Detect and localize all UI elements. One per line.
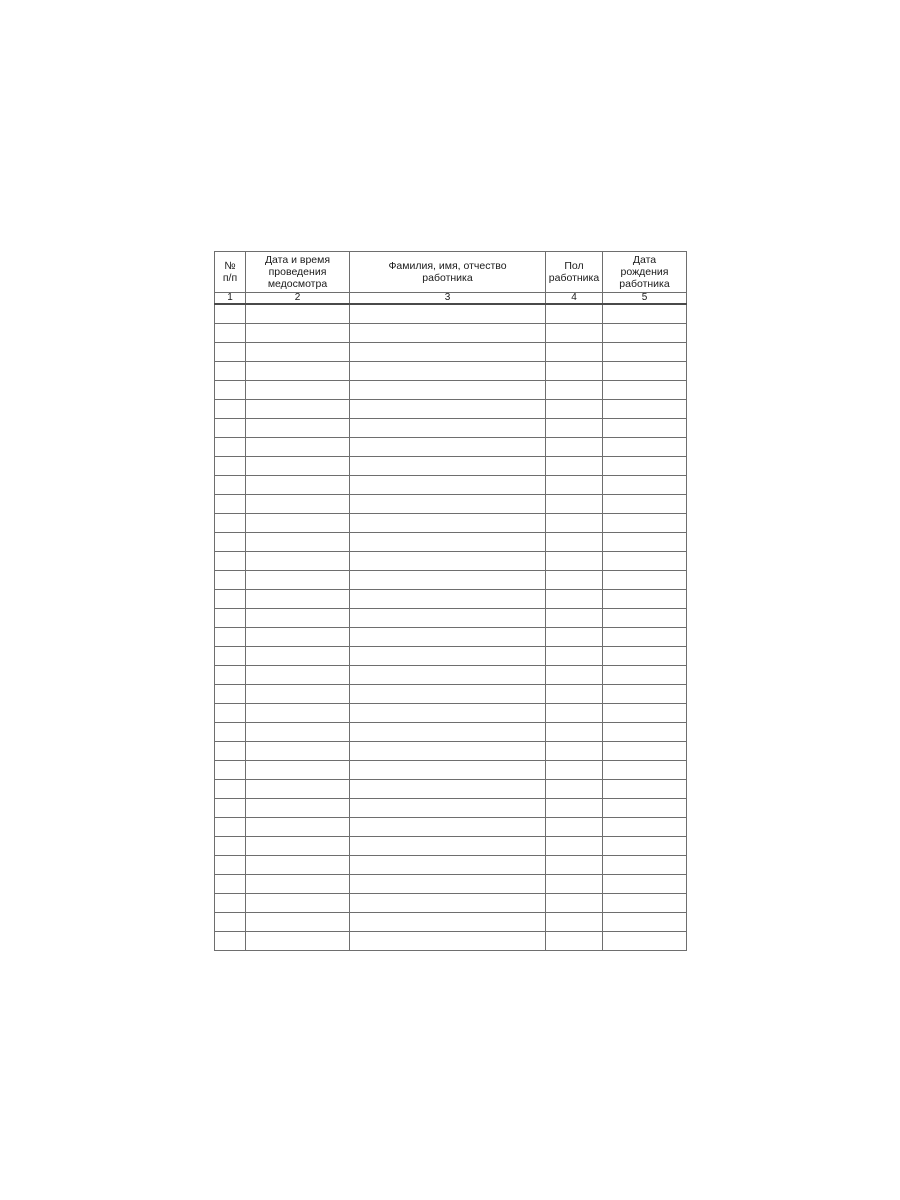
table-cell (603, 324, 687, 343)
table-cell (603, 932, 687, 951)
header-cell-birth-date: Дата рождения работника (603, 252, 687, 293)
table-row (215, 818, 687, 837)
table-cell (246, 875, 350, 894)
table-cell (546, 419, 603, 438)
table-row (215, 628, 687, 647)
medical-exam-journal-table (214, 251, 687, 951)
table-cell (350, 552, 546, 571)
table-cell (246, 304, 350, 324)
table-cell (546, 438, 603, 457)
table-row (215, 780, 687, 799)
table-cell (246, 647, 350, 666)
table-cell (546, 533, 603, 552)
table-cell (546, 324, 603, 343)
table-cell (246, 362, 350, 381)
table-cell (246, 818, 350, 837)
table-cell (603, 438, 687, 457)
table-cell (546, 818, 603, 837)
table-cell (215, 742, 246, 761)
table-cell (246, 856, 350, 875)
table-row (215, 457, 687, 476)
table-cell (603, 628, 687, 647)
table-cell (246, 324, 350, 343)
table-cell (215, 913, 246, 932)
table-cell (546, 609, 603, 628)
table-row (215, 913, 687, 932)
table-cell (603, 533, 687, 552)
table-cell (546, 381, 603, 400)
table-cell (246, 571, 350, 590)
table-row (215, 400, 687, 419)
table-cell (215, 571, 246, 590)
table-cell (246, 666, 350, 685)
table-cell (546, 685, 603, 704)
table-cell (246, 913, 350, 932)
table-cell (215, 761, 246, 780)
table-cell (215, 609, 246, 628)
table-cell (546, 723, 603, 742)
header-cell-number: № п/п (215, 252, 246, 293)
table-cell (215, 419, 246, 438)
table-cell (350, 932, 546, 951)
table-cell (603, 304, 687, 324)
table-cell (246, 400, 350, 419)
table-cell (350, 381, 546, 400)
table-cell (215, 818, 246, 837)
table-cell (246, 609, 350, 628)
table-cell (603, 419, 687, 438)
table-cell (246, 799, 350, 818)
table-cell (603, 457, 687, 476)
table-cell (350, 324, 546, 343)
table-cell (350, 533, 546, 552)
table-row (215, 514, 687, 533)
table-cell (603, 381, 687, 400)
table-row (215, 571, 687, 590)
table-cell (546, 362, 603, 381)
table-cell (215, 894, 246, 913)
table-cell (546, 913, 603, 932)
table-row (215, 495, 687, 514)
table-cell (246, 780, 350, 799)
table-cell (215, 628, 246, 647)
table-cell (350, 723, 546, 742)
table-row (215, 438, 687, 457)
table-cell (246, 552, 350, 571)
table-cell (350, 875, 546, 894)
table-cell (215, 875, 246, 894)
table-row (215, 875, 687, 894)
table-cell (350, 761, 546, 780)
table-cell (603, 837, 687, 856)
table-cell (215, 400, 246, 419)
table-cell (246, 457, 350, 476)
table-row (215, 894, 687, 913)
table-cell (603, 476, 687, 495)
table-cell (603, 590, 687, 609)
table-cell (350, 514, 546, 533)
table-cell (603, 343, 687, 362)
table-cell (350, 343, 546, 362)
table-cell (246, 419, 350, 438)
table-cell (246, 685, 350, 704)
table-cell (603, 495, 687, 514)
table-cell (350, 628, 546, 647)
table-row (215, 419, 687, 438)
table-cell (215, 590, 246, 609)
table-cell (246, 476, 350, 495)
table-row (215, 590, 687, 609)
table-cell (546, 647, 603, 666)
table-cell (215, 799, 246, 818)
table-cell (546, 894, 603, 913)
column-number-cell: 2 (246, 293, 350, 305)
table-cell (350, 742, 546, 761)
table-row (215, 533, 687, 552)
table-cell (546, 343, 603, 362)
table-cell (215, 856, 246, 875)
table-row (215, 304, 687, 324)
table-cell (350, 704, 546, 723)
table-cell (603, 400, 687, 419)
table-row (215, 856, 687, 875)
table-cell (603, 723, 687, 742)
table-row (215, 723, 687, 742)
table-cell (350, 856, 546, 875)
table-cell (215, 324, 246, 343)
table-cell (246, 381, 350, 400)
table-cell (603, 894, 687, 913)
table-cell (546, 628, 603, 647)
table-cell (350, 571, 546, 590)
table-cell (603, 514, 687, 533)
table-row (215, 343, 687, 362)
table-cell (246, 438, 350, 457)
table-cell (546, 476, 603, 495)
table-cell (246, 723, 350, 742)
column-number-cell: 5 (603, 293, 687, 305)
table-cell (215, 704, 246, 723)
table-cell (603, 856, 687, 875)
table-cell (350, 400, 546, 419)
table-cell (603, 875, 687, 894)
table-cell (215, 723, 246, 742)
table-cell (246, 533, 350, 552)
table-row (215, 742, 687, 761)
column-number-row (215, 293, 687, 305)
table-cell (603, 818, 687, 837)
table-row (215, 685, 687, 704)
table-cell (546, 495, 603, 514)
table-cell (546, 742, 603, 761)
table-cell (546, 514, 603, 533)
table-cell (215, 362, 246, 381)
table-cell (215, 304, 246, 324)
table-cell (546, 704, 603, 723)
table-cell (546, 761, 603, 780)
table-cell (546, 856, 603, 875)
table-cell (350, 304, 546, 324)
table-cell (546, 799, 603, 818)
table-cell (546, 932, 603, 951)
table-cell (215, 343, 246, 362)
table-cell (350, 438, 546, 457)
table-cell (546, 875, 603, 894)
table-body (215, 304, 687, 951)
table-cell (546, 571, 603, 590)
table-cell (215, 514, 246, 533)
table-cell (350, 780, 546, 799)
table-cell (350, 362, 546, 381)
table-cell (350, 666, 546, 685)
table-cell (350, 476, 546, 495)
table-cell (603, 704, 687, 723)
table-cell (246, 495, 350, 514)
table-cell (350, 685, 546, 704)
table-cell (350, 419, 546, 438)
table-cell (215, 381, 246, 400)
table-cell (350, 799, 546, 818)
table-cell (546, 666, 603, 685)
table-cell (215, 780, 246, 799)
table-cell (246, 761, 350, 780)
table-cell (603, 552, 687, 571)
table-cell (246, 932, 350, 951)
table-cell (350, 818, 546, 837)
table-cell (215, 552, 246, 571)
header-cell-gender: Пол работника (546, 252, 603, 293)
table-row (215, 362, 687, 381)
table-cell (546, 304, 603, 324)
table-cell (603, 609, 687, 628)
table-cell (246, 343, 350, 362)
table-cell (350, 837, 546, 856)
table-cell (215, 495, 246, 514)
column-number-cell: 4 (546, 293, 603, 305)
table-cell (350, 894, 546, 913)
table-row (215, 381, 687, 400)
table-cell (246, 514, 350, 533)
table-cell (246, 590, 350, 609)
table-cell (546, 457, 603, 476)
table-cell (603, 742, 687, 761)
table-cell (546, 400, 603, 419)
table-cell (603, 685, 687, 704)
table-cell (215, 476, 246, 495)
table-cell (246, 894, 350, 913)
column-number-cell: 3 (350, 293, 546, 305)
table-row (215, 704, 687, 723)
table-cell (350, 609, 546, 628)
table-row (215, 761, 687, 780)
table-cell (546, 780, 603, 799)
table-cell (215, 932, 246, 951)
table-row (215, 324, 687, 343)
table-cell (603, 362, 687, 381)
table-cell (215, 533, 246, 552)
table-row (215, 666, 687, 685)
table-cell (603, 761, 687, 780)
table-cell (215, 647, 246, 666)
table-cell (603, 913, 687, 932)
column-number-cell: 1 (215, 293, 246, 305)
table-row (215, 799, 687, 818)
table-cell (546, 590, 603, 609)
table-row (215, 609, 687, 628)
table-cell (350, 590, 546, 609)
table-row (215, 647, 687, 666)
table-cell (546, 552, 603, 571)
table-cell (246, 704, 350, 723)
table-cell (215, 438, 246, 457)
table-cell (603, 799, 687, 818)
table-row (215, 932, 687, 951)
table-cell (350, 495, 546, 514)
table-cell (350, 647, 546, 666)
table-row (215, 552, 687, 571)
header-cell-full-name: Фамилия, имя, отчество работника (350, 252, 546, 293)
table-cell (215, 457, 246, 476)
table-cell (350, 913, 546, 932)
header-cell-exam-datetime: Дата и время проведения медосмотра (246, 252, 350, 293)
table-row (215, 476, 687, 495)
table-cell (603, 571, 687, 590)
table-cell (215, 685, 246, 704)
table-cell (246, 742, 350, 761)
table-cell (546, 837, 603, 856)
header-row (215, 252, 687, 293)
table-cell (603, 780, 687, 799)
table-row (215, 837, 687, 856)
table-cell (215, 837, 246, 856)
table-cell (215, 666, 246, 685)
table-cell (603, 666, 687, 685)
table-cell (246, 837, 350, 856)
table-cell (603, 647, 687, 666)
table-cell (350, 457, 546, 476)
table-cell (246, 628, 350, 647)
